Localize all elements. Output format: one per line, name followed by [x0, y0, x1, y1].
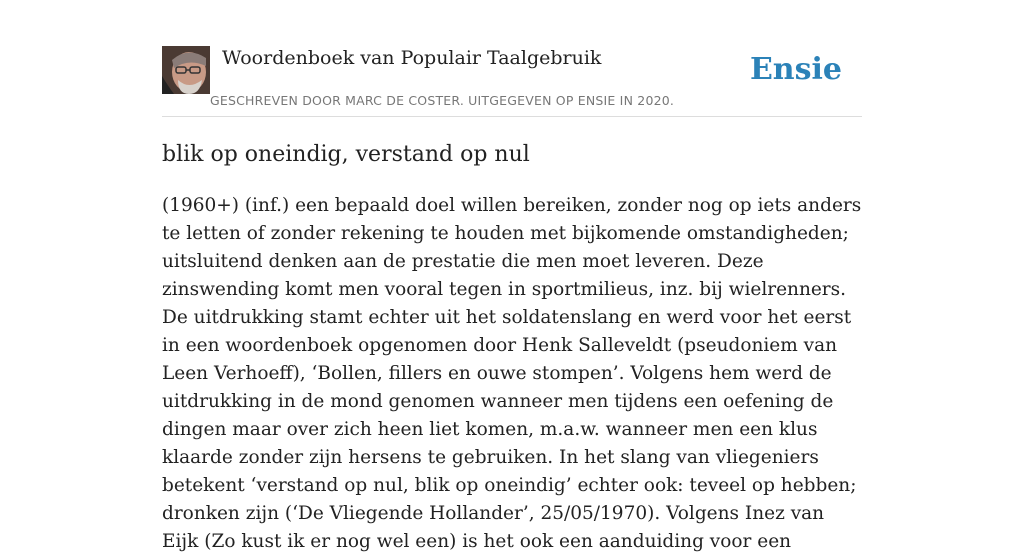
header [162, 46, 862, 117]
book-title[interactable]: Woordenboek van Populair Taalgebruik [222, 47, 602, 69]
ensie-logo[interactable]: Ensie [749, 52, 842, 87]
entry-definition: (1960+) (inf.) een bepaald doel willen bereiken, zonder nog op iets anders te letten of zonder rekening te houden met bijkomende omstandigheden; uitsluitend denken aan de prestatie die men moet leveren. Deze zinswending komt men vooral tegen in sportmilieus, inz. bij wielrenners. De uitdrukking stamt echter uit het soldatenslang en werd voor het eerst in een woordenboek opgenomen door Henk Salleveldt (pseudoniem van Leen Verhoeff), ‘Bollen, fillers en ouwe stompen’. Volgens hem werd de uitdrukking in de mond genomen wanneer men tijdens een oefening de dingen maar over zich heen liet komen, m.a.w. wanneer men een klus klaarde zonder zijn hersens te gebruiken. In het slang van vliegeniers betekent ‘verstand op nul, blik op oneindig’ echter ook: teveel op hebben; dronken zijn (‘De Vliegende Hollander’, 25/05/1970). Volgens Inez van Eijk (Zo kust ik er nog wel een) is het ook een aanduiding voor een [162, 195, 862, 552]
author-avatar[interactable] [162, 46, 210, 94]
entry-title: blik op oneindig, verstand op nul [162, 142, 530, 167]
author-photo-icon [162, 46, 210, 94]
byline: GESCHREVEN DOOR MARC DE COSTER. UITGEGEVEN OP ENSIE IN 2020. [210, 93, 675, 108]
